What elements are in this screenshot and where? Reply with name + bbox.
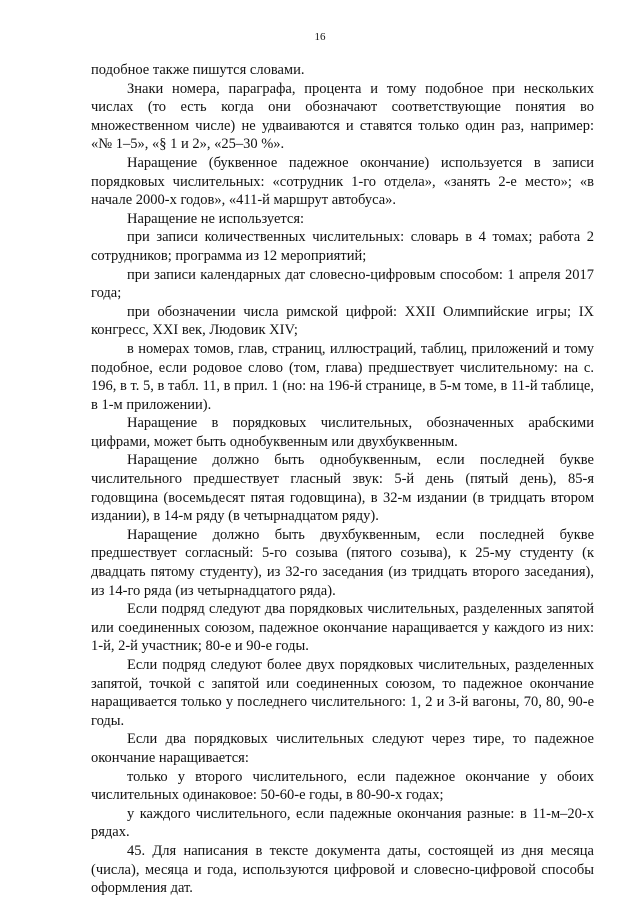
paragraph: Наращение (буквенное падежное окончание) используется в записи порядковых числительных: «сотрудник 1-го отдела», «занять 2-е место»; «в начале 2000-х годов», «411-й маршрут автобуса». <box>91 154 594 209</box>
paragraph: в номерах томов, глав, страниц, иллюстраций, таблиц, приложений и тому подобное, если родовое слово (том, глава) предшествует числительному: на с. 196, в т. 5, в табл. 11, в прил. 1 (но: на 196-й странице, в 5-м томе, в 11-й таблице, в 1-м приложении). <box>91 340 594 413</box>
paragraph: 45. Для написания в тексте документа даты, состоящей из дня месяца (числа), месяца и года, используются цифровой и словесно-цифровой способы оформления дат. <box>91 842 594 897</box>
paragraph: Наращение не используется: <box>127 210 305 227</box>
paragraph: Если подряд следуют два порядковых числительных, разделенных запятой или соединенных союзом, падежное окончание наращивается у каждого из них: 1-й, 2-й участник; 80-е и 90-е годы. <box>91 601 594 655</box>
page-number: 16 <box>314 31 326 43</box>
paragraph: Знаки номера, параграфа, процента и тому подобное при нескольких числах (то есть когда они обозначают соответствующие понятия во множественном числе) не удваиваются и ставятся только один раз, например: «№ 1–5», «§ 1 и 2», «25–30 %». <box>91 80 594 153</box>
paragraph: у каждого числительного, если падежные окончания разные: в 11-м–20-х рядах. <box>91 805 594 841</box>
paragraph: Наращение должно быть однобуквенным, если последней букве числительного предшествует гласный звук: 5-й день (пятый день), 85-я годовщина (восемьдесят пятая годовщина), в 32-м издании (в тридцать втором издании), в 14-м ряду (в четырнадцатом ряду). <box>91 452 594 525</box>
paragraph: Если два порядковых числительных следуют через тире, то падежное окончание наращивается: <box>91 731 594 766</box>
paragraph: при записи количественных числительных: словарь в 4 томах; работа 2 сотрудников; программа из 12 мероприятий; <box>91 229 594 264</box>
paragraph: подобное также пишутся словами. <box>91 62 305 78</box>
paragraph: при записи календарных дат словесно-цифровым способом: 1 апреля 2017 года; <box>91 266 594 302</box>
body-text <box>91 61 594 898</box>
paragraph: только у второго числительного, если падежное окончание у обоих числительных одинаковое: 50-60-е годы, в 80-90-х годах; <box>91 768 594 804</box>
paragraph: Наращение должно быть двухбуквенным, если последней букве предшествует согласный: 5-го созыва (пятого созыва), к 25-му студенту (к двадцать пятому студенту), из 32-го заседания (из тридцать второго заседания), из 14-го ряда (из четырнадцатого ряда). <box>91 526 594 599</box>
paragraph: Если подряд следуют более двух порядковых числительных, разделенных запятой, точкой с запятой или соединенных союзом, то падежное окончание наращивается только у последнего числительного: 1, 2 и 3-й вагоны, 70, 80, 90-е годы. <box>91 657 594 729</box>
paragraph: Наращение в порядковых числительных, обозначенных арабскими цифрами, может быть однобуквенным или двухбуквенным. <box>91 415 594 450</box>
paragraph: при обозначении числа римской цифрой: XXII Олимпийские игры; IX конгресс, XXI век, Людовик XIV; <box>91 303 594 339</box>
